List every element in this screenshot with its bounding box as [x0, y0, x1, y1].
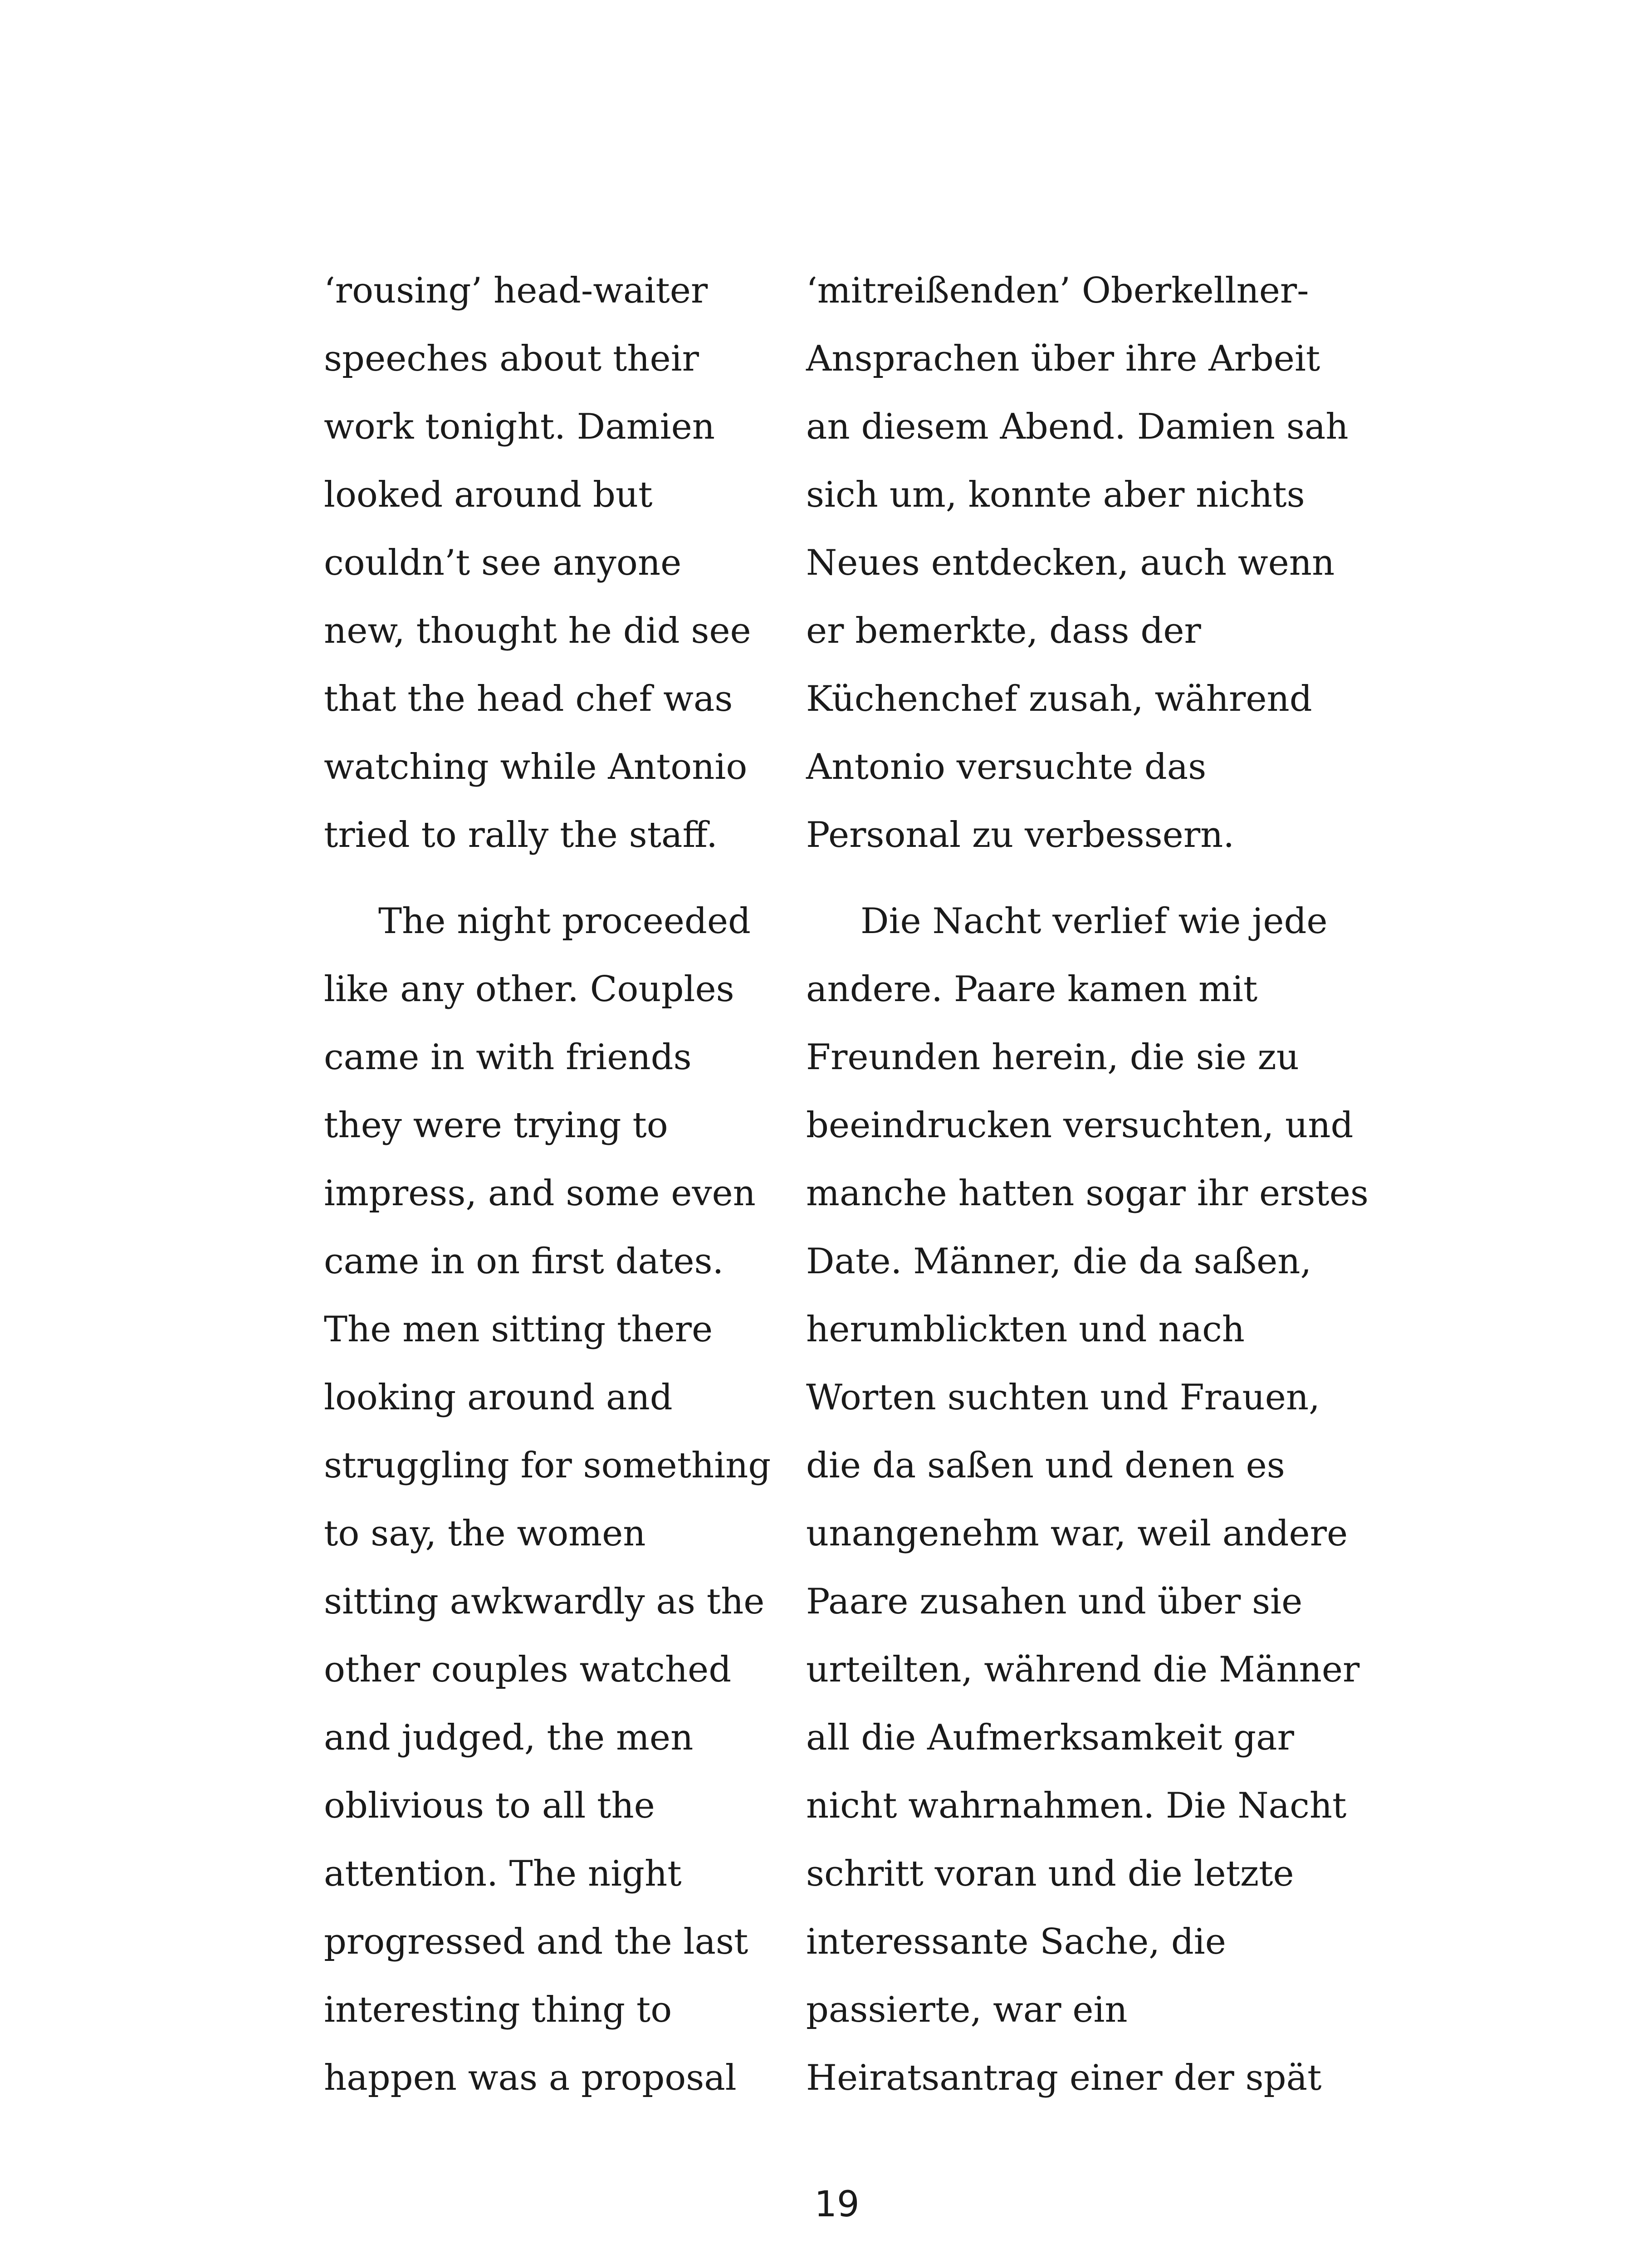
page-number: 19 — [814, 2184, 860, 2225]
text-line: interesting thing to — [324, 1989, 672, 2030]
text-line: and judged, the men — [324, 1717, 694, 1758]
text-line: that the head chef was — [324, 679, 733, 719]
text-line: nicht wahrnahmen. Die Nacht — [806, 1785, 1347, 1826]
text-line: sitting awkwardly as the — [324, 1581, 765, 1622]
text-line: watching while Antonio — [324, 747, 748, 787]
text-line: other couples watched — [324, 1649, 732, 1690]
text-line: happen was a proposal — [324, 2058, 737, 2098]
text-line: progressed and the last — [324, 1921, 748, 1962]
text-line: manche hatten sogar ihr erstes — [806, 1173, 1369, 1214]
text-line: like any other. Couples — [324, 969, 734, 1010]
text-line: new, thought he did see — [324, 611, 751, 651]
text-line: Küchenchef zusah, während — [806, 679, 1312, 719]
text-line: Date. Männer, die da saßen, — [806, 1241, 1312, 1282]
german-paragraph-1 — [806, 257, 1349, 869]
english-column — [324, 257, 777, 2112]
text-line: oblivious to all the — [324, 1785, 655, 1826]
text-line: an diesem Abend. Damien sah — [806, 406, 1349, 447]
text-line: couldn’t see anyone — [324, 543, 682, 583]
text-line: Worten suchten und Frauen, — [806, 1377, 1320, 1418]
text-line: looking around and — [324, 1377, 673, 1418]
text-line: er bemerkte, dass der — [806, 611, 1201, 651]
text-line: to say, the women — [324, 1513, 646, 1554]
text-line: andere. Paare kamen mit — [806, 969, 1258, 1010]
text-line: looked around but — [324, 474, 653, 515]
text-line: die da saßen und denen es — [806, 1445, 1285, 1486]
text-line: speeches about their — [324, 338, 699, 379]
text-line: Heiratsantrag einer der spät — [806, 2058, 1322, 2098]
text-line: urteilten, während die Männer — [806, 1649, 1360, 1690]
text-line: Neues entdecken, auch wenn — [806, 543, 1335, 583]
text-line: Ansprachen über ihre Arbeit — [806, 338, 1320, 379]
german-column — [806, 257, 1369, 2112]
english-paragraph-1 — [324, 257, 777, 869]
text-line: impress, and some even — [324, 1173, 756, 1214]
text-line: schritt voran und die letzte — [806, 1853, 1294, 1894]
text-line: passierte, war ein — [806, 1989, 1128, 2030]
text-line: all die Aufmerksamkeit gar — [806, 1717, 1294, 1758]
english-paragraph-2 — [324, 887, 777, 2112]
text-line: ‘mitreißenden’ Oberkellner- — [806, 270, 1309, 311]
text-line: sich um, konnte aber nichts — [806, 474, 1305, 515]
text-line: they were trying to — [324, 1105, 668, 1146]
german-paragraph-2 — [806, 887, 1369, 2112]
text-line: Die Nacht verlief wie jede — [861, 901, 1328, 942]
text-line: beeindrucken versuchten, und — [806, 1105, 1354, 1146]
text-line: interessante Sache, die — [806, 1921, 1226, 1962]
text-line: attention. The night — [324, 1853, 682, 1894]
text-line: struggling for something — [324, 1445, 771, 1486]
text-line: Freunden herein, die sie zu — [806, 1037, 1299, 1078]
text-line: tried to rally the staff. — [324, 815, 718, 855]
text-line: ‘rousing’ head-waiter — [324, 270, 708, 311]
text-line: The men sitting there — [324, 1309, 713, 1350]
text-line: The night proceeded — [378, 901, 751, 942]
text-line: Personal zu verbessern. — [806, 815, 1235, 855]
text-line: unangenehm war, weil andere — [806, 1513, 1348, 1554]
text-line: came in on first dates. — [324, 1241, 724, 1282]
text-line: herumblickten und nach — [806, 1309, 1245, 1350]
text-line: Paare zusahen und über sie — [806, 1581, 1303, 1622]
text-line: Antonio versuchte das — [806, 747, 1207, 787]
text-line: work tonight. Damien — [324, 406, 715, 447]
text-line: came in with friends — [324, 1037, 692, 1078]
